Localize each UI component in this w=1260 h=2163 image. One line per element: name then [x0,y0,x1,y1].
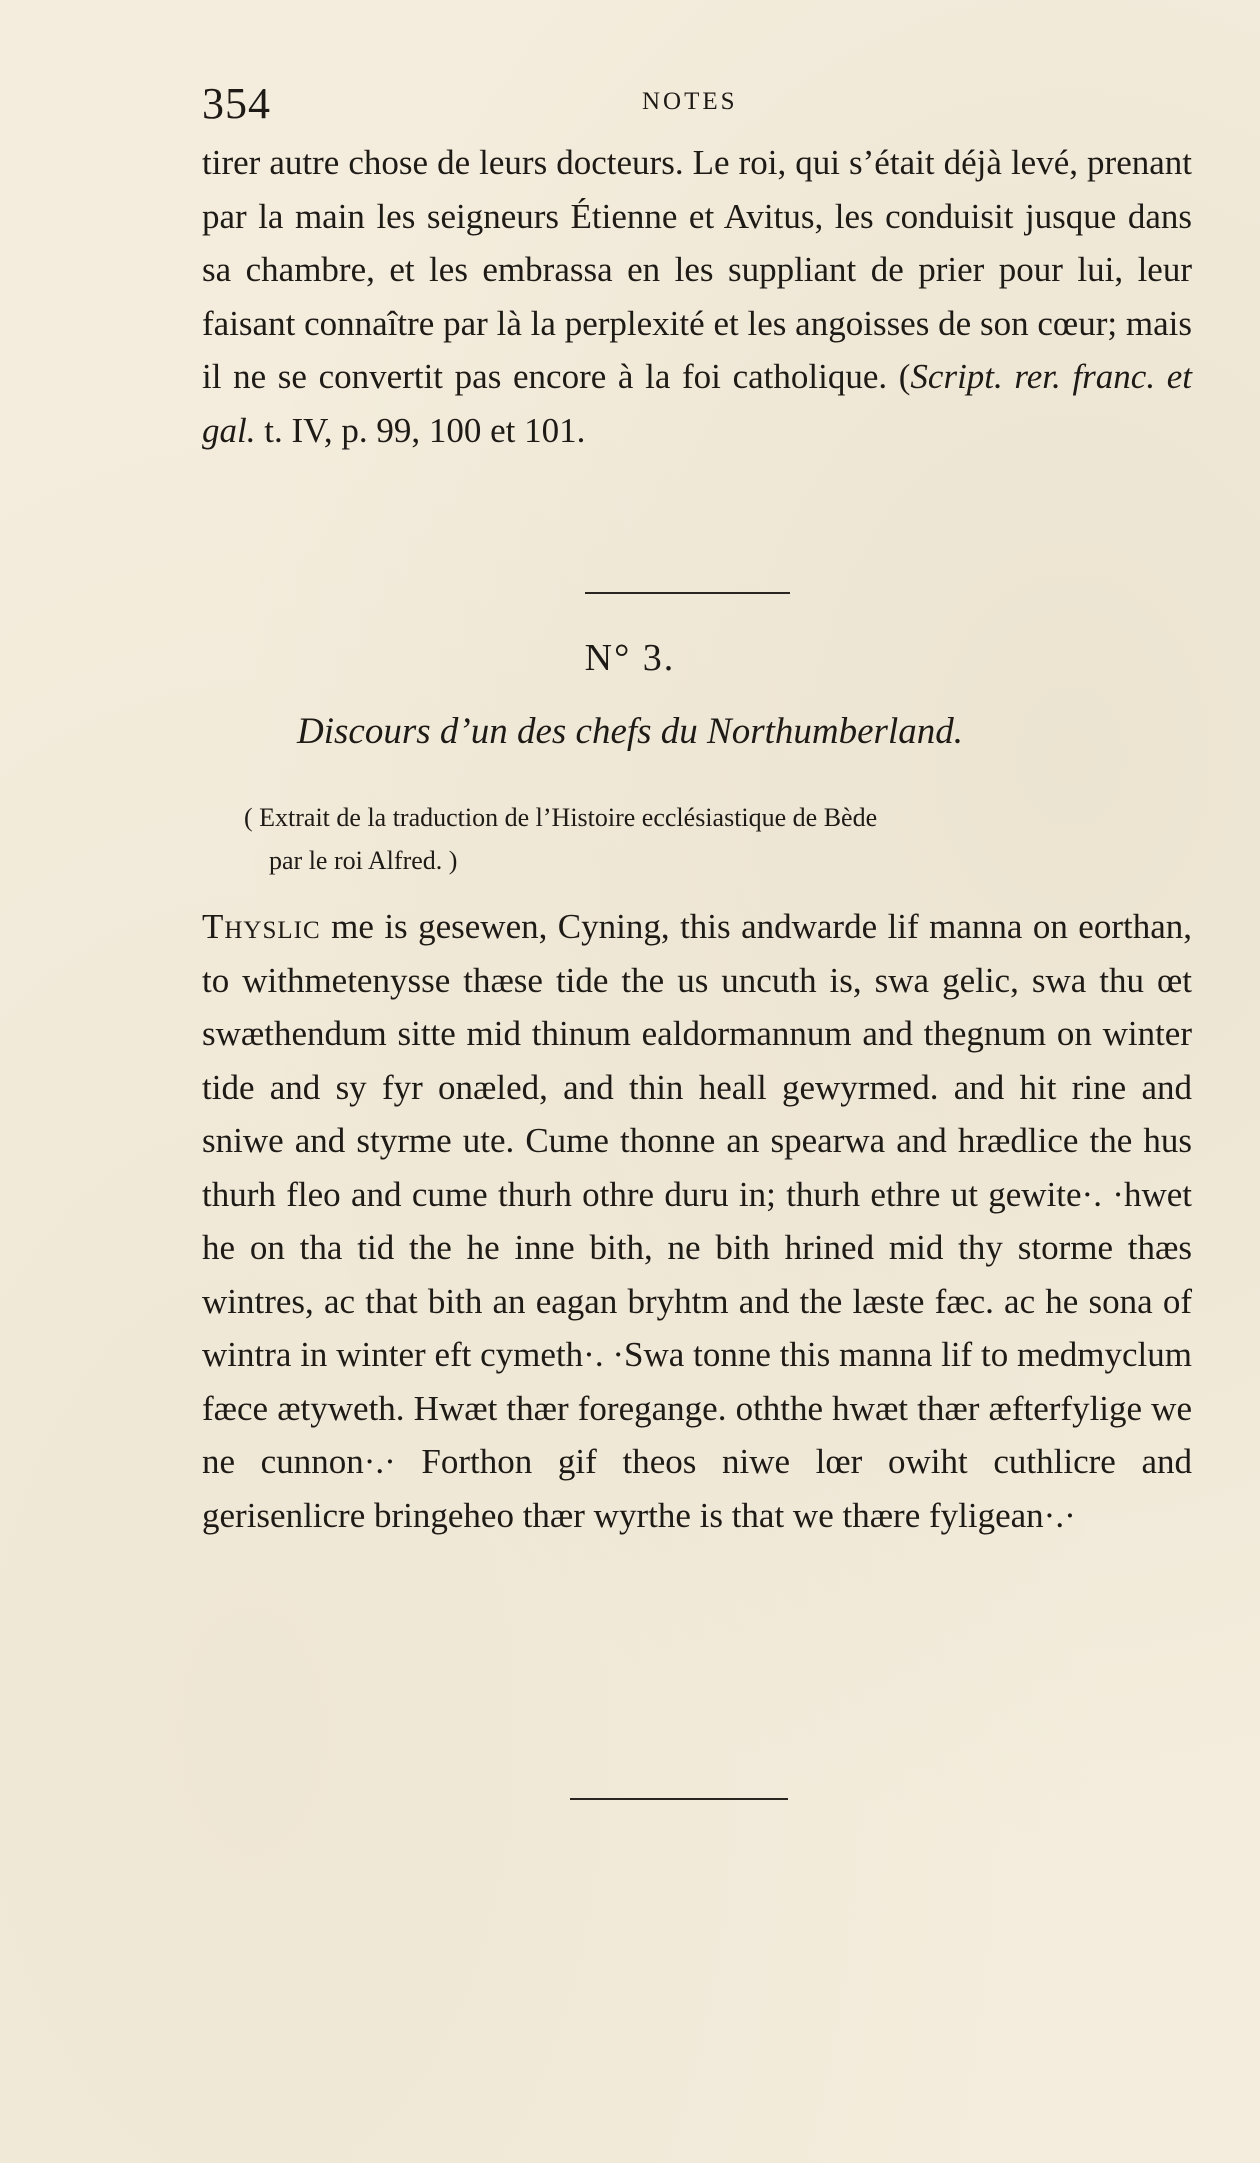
old-english-passage [202,900,1192,1542]
page-header [202,78,1192,128]
citation-italic: Script. rer. franc. et gal. [202,357,1192,450]
section-number: N° 3. [584,637,676,679]
paragraph-1-text: tirer autre chose de leurs docteurs. Le roi, qui s’était déjà levé, prenant par la main les seigneurs Étienne et Avitus, les conduisit jusque dans sa chambre, et les embrassa en les suppliant de prier pour lui, leur faisant connaître par là la perplexité et les angoisses de son cœur; mais il ne se convertit pas encore à la foi catholique. ( [202,143,1192,396]
running-head: NOTES [642,88,738,115]
source-note-line-1: ( Extrait de la traduction de l’Histoire ecclésiastique de Bède [244,803,878,832]
paragraph-1-tail: t. IV, p. 99, 100 et 101. [255,410,586,450]
section-title: Discours d’un des chefs du Northumberland. [297,711,963,752]
page-number: 354 [202,79,271,128]
source-note [244,796,1148,882]
paragraph-continued [202,136,1192,457]
source-note-line-2: par le roi Alfred. ) [269,846,458,875]
section-divider-bottom [570,1798,788,1800]
passage-lead-word: Thyslic [202,907,321,946]
section-divider-top [585,592,790,594]
passage-text: me is gesewen, Cyning, this andwarde lif manna on eorthan, to withmetenysse thæse tide the us uncuth is, swa gelic, swa thu œt swæthendum sitte mid thinum ealdormannum and thegnum on winter tide and sy fyr onæled, and thin heall gewyrmed. and hit rine and sniwe and styrme ute. Cume thonne an spearwa and hrædlice the hus thurh fleo and cume thurh othre duru in; thurh ethre ut gewite·. ·hwet he on tha tid the he inne bith, ne bith hrined mid thy storme thæs wintres, ac that bith an eagan bryhtm and the læste fæc. ac he sona of wintra in winter eft cymeth·. ·Swa tonne this manna lif to medmyclum fæce ætyweth. Hwæt thær foregange. oththe hwæt thær æfterfylige we ne cunnon·.· Forthon gif theos niwe lœr owiht cuthlicre and gerisenlicre bringeheo thær wyrthe is that we thære fyligean·.· [202,907,1192,1535]
